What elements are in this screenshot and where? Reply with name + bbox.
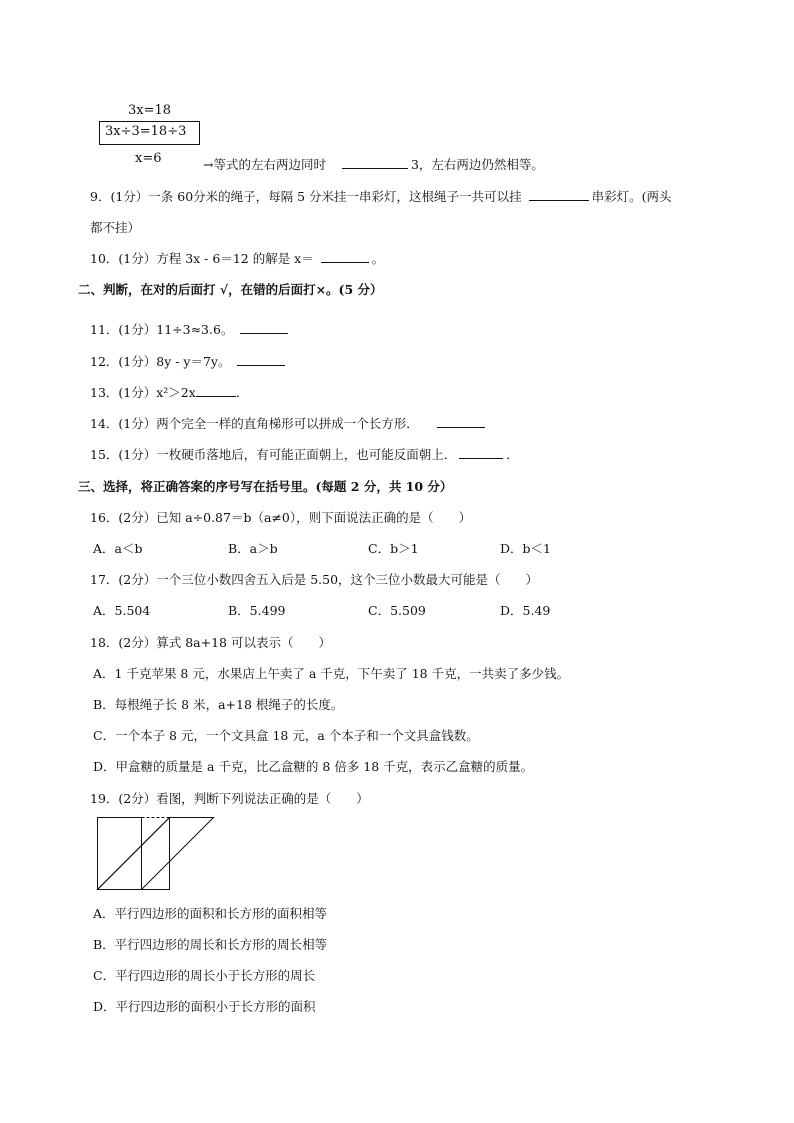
parallelogram-shape bbox=[98, 818, 214, 890]
q12 bbox=[90, 352, 288, 370]
q16-option-a[interactable]: A．a＜b bbox=[93, 541, 143, 556]
q17-option-a[interactable]: A．5.504 bbox=[93, 603, 151, 618]
q18-option-b[interactable]: B．每根绳子长 8 米，a+18 根绳子的长度。 bbox=[93, 697, 344, 712]
q18-option-d[interactable]: D．甲盒糖的质量是 a 千克，比乙盒糖的 8 倍多 18 千克，表示乙盒糖的质量。 bbox=[93, 759, 534, 774]
q15-text: 15．(1分）一枚硬币落地后，有可能正面朝上，也可能反面朝上． bbox=[90, 447, 457, 462]
parallelogram-left-edge bbox=[98, 818, 170, 890]
q19-text: 19．(2分）看图，判断下列说法正确的是（ ） bbox=[90, 791, 369, 806]
q14-text: 14．(1分）两个完全一样的直角梯形可以拼成一个长方形． bbox=[90, 416, 419, 431]
q18-option-c[interactable]: C．一个本子 8 元，一个文具盒 18 元，a 个本子和一个文具盒钱数。 bbox=[93, 728, 479, 743]
q10-text: 10．(1分）方程 3x - 6＝12 的解是 x＝ bbox=[90, 251, 314, 266]
q13-end: ． bbox=[235, 385, 249, 400]
q15 bbox=[90, 445, 519, 463]
q9-answer-blank[interactable] bbox=[529, 188, 589, 201]
q11 bbox=[90, 320, 291, 338]
q17-option-d[interactable]: D．5.49 bbox=[500, 603, 551, 618]
q10-answer-blank[interactable] bbox=[321, 250, 369, 263]
q13-answer-blank[interactable] bbox=[196, 384, 236, 397]
q8-answer-blank[interactable] bbox=[342, 156, 408, 169]
q18-option-a[interactable]: A．1 千克苹果 8 元，水果店上午卖了 a 千克，下午卖了 18 千克，一共卖了多少钱。 bbox=[93, 666, 570, 681]
q14-answer-blank[interactable] bbox=[437, 415, 485, 428]
q19-option-d[interactable]: D．平行四边形的面积小于长方形的面积 bbox=[93, 999, 316, 1014]
q12-text: 12．(1分）8y - y＝7y。 bbox=[90, 354, 231, 369]
q19-option-c[interactable]: C．平行四边形的周长小于长方形的周长 bbox=[93, 968, 316, 983]
q8-conclusion bbox=[203, 155, 544, 173]
q16-text: 16．(2分）已知 a÷0.87＝b（a≠0），则下面说法正确的是（ ） bbox=[90, 510, 472, 525]
q18-text: 18．(2分）算式 8a+18 可以表示（ ） bbox=[90, 635, 331, 650]
section3-title: 三、选择，将正确答案的序号写在括号里。(每题 2 分，共 10 分） bbox=[78, 479, 453, 494]
q9-line1 bbox=[90, 187, 671, 205]
q16-option-b[interactable]: B．a＞b bbox=[228, 541, 278, 556]
q10 bbox=[90, 249, 384, 267]
q9-text-end: 串彩灯。(两头 bbox=[591, 189, 672, 204]
q12-answer-blank[interactable] bbox=[237, 353, 285, 366]
q11-answer-blank[interactable] bbox=[240, 321, 288, 334]
q9-text: 9．(1分）一条 60分米的绳子，每隔 5 分米挂一串彩灯，这根绳子一共可以挂 bbox=[90, 189, 522, 204]
q17-text: 17．(2分）一个三位小数四舍五入后是 5.50，这个三位小数最大可能是（ ） bbox=[90, 572, 539, 587]
q8-eq1: 3x=18 bbox=[128, 103, 172, 118]
q11-text: 11．(1分）11÷3≈3.6。 bbox=[90, 322, 234, 337]
q13 bbox=[90, 383, 248, 401]
q9-line2: 都不挂） bbox=[90, 220, 141, 235]
q8-arrow-text: →等式的左右两边同时 bbox=[203, 157, 326, 172]
q19-figure bbox=[95, 815, 219, 893]
q15-answer-blank[interactable] bbox=[459, 446, 503, 459]
q19-option-b[interactable]: B．平行四边形的周长和长方形的周长相等 bbox=[93, 937, 328, 952]
q17-option-c[interactable]: C．5.509 bbox=[368, 603, 426, 618]
q16-option-c[interactable]: C．b＞1 bbox=[368, 541, 419, 556]
q8-arrow-text-end: 3，左右两边仍然相等。 bbox=[410, 157, 544, 172]
q17-option-b[interactable]: B．5.499 bbox=[228, 603, 286, 618]
q13-text: 13．(1分）x²＞2x bbox=[90, 385, 196, 400]
q16-option-d[interactable]: D．b＜1 bbox=[500, 541, 551, 556]
q14 bbox=[90, 414, 488, 432]
q8-eq3: x=6 bbox=[135, 151, 162, 166]
section2-title: 二、判断，在对的后面打 √，在错的后面打×。(5 分） bbox=[78, 282, 383, 297]
q19-option-a[interactable]: A．平行四边形的面积和长方形的面积相等 bbox=[93, 906, 328, 921]
q15-end: ． bbox=[506, 447, 519, 462]
q10-end: 。 bbox=[371, 251, 385, 266]
q8-eq2: 3x÷3=18÷3 bbox=[105, 124, 187, 139]
